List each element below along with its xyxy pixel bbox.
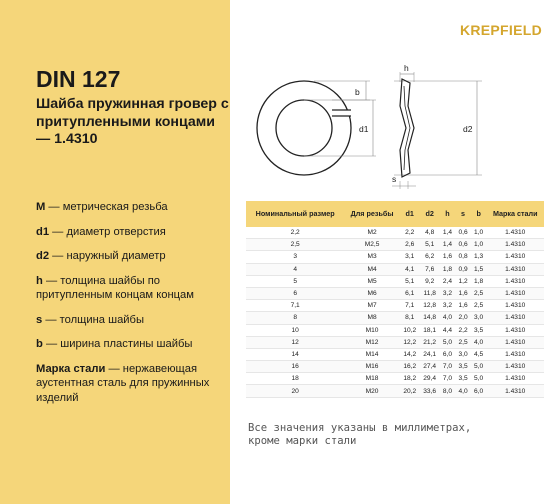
table-cell: 3,5 — [455, 361, 471, 373]
table-cell: 0,8 — [455, 251, 471, 263]
table-cell: 2,5 — [471, 300, 487, 312]
table-cell: 20 — [246, 385, 344, 397]
table-cell: 12,8 — [420, 300, 440, 312]
table-cell: 1.4310 — [486, 239, 544, 251]
table-cell: 1.4310 — [486, 312, 544, 324]
table-cell: 1.4310 — [486, 324, 544, 336]
legend-item — [36, 362, 226, 406]
table-cell: 5 — [246, 275, 344, 287]
table-cell: 1,4 — [440, 227, 456, 239]
table-cell: 2,5 — [246, 239, 344, 251]
table-row — [246, 251, 544, 263]
legend-key: s — [36, 313, 43, 326]
left-panel — [0, 0, 230, 504]
legend-key: b — [36, 338, 43, 350]
table-cell: 3,1 — [400, 251, 420, 263]
table-row — [246, 287, 544, 299]
label-s: s — [392, 174, 397, 184]
table-cell: 1,8 — [440, 263, 456, 275]
table-cell: 7,0 — [440, 361, 456, 373]
table-cell: 2,5 — [471, 287, 487, 299]
table-cell: 14,8 — [420, 312, 440, 324]
table-cell: 21,2 — [420, 336, 440, 348]
table-cell: 4,0 — [455, 385, 471, 397]
table-cell: M16 — [344, 361, 399, 373]
table-cell: 16,2 — [400, 361, 420, 373]
table-cell: 8 — [246, 312, 344, 324]
table-cell: 5,1 — [420, 239, 440, 251]
table-cell: 5,0 — [471, 373, 487, 385]
table-cell: 1,8 — [471, 275, 487, 287]
washer-diagram — [242, 62, 552, 192]
table-cell: 11,8 — [420, 287, 440, 299]
table-cell: 1.4310 — [486, 287, 544, 299]
table-cell: 4,8 — [420, 227, 440, 239]
table-cell: 12,2 — [400, 336, 420, 348]
table-cell: M14 — [344, 348, 399, 360]
table-body — [246, 227, 544, 397]
table-cell: 1.4310 — [486, 373, 544, 385]
table-cell: 8,1 — [400, 312, 420, 324]
table-cell: 7,0 — [440, 373, 456, 385]
table-cell: 2,2 — [246, 227, 344, 239]
label-h: h — [404, 63, 409, 73]
table-row — [246, 239, 544, 251]
table-row — [246, 373, 544, 385]
table-cell: 20,2 — [400, 385, 420, 397]
table-cell: 2,6 — [400, 239, 420, 251]
table-cell: 12 — [246, 336, 344, 348]
table-cell: 3,2 — [440, 287, 456, 299]
table-cell: 2,2 — [455, 324, 471, 336]
table-header-cell: d1 — [400, 201, 420, 227]
table-cell: M4 — [344, 263, 399, 275]
legend-text: — метрическая резьба — [45, 201, 168, 213]
table-cell: 1.4310 — [486, 300, 544, 312]
brand-logo: KREPFIELD — [459, 22, 542, 38]
table-cell: 16 — [246, 361, 344, 373]
table-cell: M12 — [344, 336, 399, 348]
table-row — [246, 385, 544, 397]
label-d2: d2 — [463, 124, 473, 134]
table-cell: 1,3 — [471, 251, 487, 263]
table-cell: 4,4 — [440, 324, 456, 336]
table-cell: 3,2 — [440, 300, 456, 312]
table-cell: 3,0 — [471, 312, 487, 324]
legend — [36, 200, 226, 415]
legend-text: — ширина пластины шайбы — [42, 338, 193, 350]
table-cell: 7,6 — [420, 263, 440, 275]
legend-item — [36, 313, 226, 328]
table-cell: M20 — [344, 385, 399, 397]
table-cell: 1.4310 — [486, 263, 544, 275]
table-cell: 4,0 — [471, 336, 487, 348]
legend-key: d2 — [36, 250, 50, 262]
table-row — [246, 348, 544, 360]
table-cell: 1.4310 — [486, 385, 544, 397]
table-cell: 3,5 — [455, 373, 471, 385]
legend-text: — толщина шайбы по притупленным концам концам — [36, 274, 194, 301]
table-cell: 1,4 — [440, 239, 456, 251]
table-header-cell: Номинальный размер — [246, 201, 344, 227]
legend-text: — нержавеющая аустентная сталь для пружинных изделий — [36, 362, 210, 404]
table-cell: 0,9 — [455, 263, 471, 275]
table-cell: M8 — [344, 312, 399, 324]
table-cell: 3 — [246, 251, 344, 263]
table-cell: 14,2 — [400, 348, 420, 360]
table-cell: 1,6 — [440, 251, 456, 263]
table-cell: 5,0 — [440, 336, 456, 348]
table-cell: M2,5 — [344, 239, 399, 251]
table-header-cell: b — [471, 201, 487, 227]
legend-text: — толщина шайбы — [42, 313, 144, 326]
table-cell: 18,1 — [420, 324, 440, 336]
table-cell: M5 — [344, 275, 399, 287]
table-row — [246, 336, 544, 348]
table-row — [246, 324, 544, 336]
table-header-row — [246, 201, 544, 227]
table-cell: 1,5 — [471, 263, 487, 275]
label-b: b — [355, 87, 360, 97]
table-row — [246, 361, 544, 373]
table-row — [246, 300, 544, 312]
table-cell: 6,0 — [471, 385, 487, 397]
legend-key: h — [36, 274, 43, 287]
table-cell: 1.4310 — [486, 336, 544, 348]
table-cell: 5,0 — [471, 361, 487, 373]
table-cell: 27,4 — [420, 361, 440, 373]
table-cell: 2,2 — [400, 227, 420, 239]
page-subtitle: Шайба пружинная гровер с притупленными концами — 1.4310 — [36, 96, 229, 147]
table-cell: 1.4310 — [486, 348, 544, 360]
table-cell: M3 — [344, 251, 399, 263]
table-header-cell: d2 — [420, 201, 440, 227]
table-cell: M10 — [344, 324, 399, 336]
table-cell: 18,2 — [400, 373, 420, 385]
table-cell: 2,5 — [455, 336, 471, 348]
legend-item — [36, 249, 226, 264]
table-cell: 1.4310 — [486, 227, 544, 239]
table-header-cell: h — [440, 201, 456, 227]
table-header-cell: s — [455, 201, 471, 227]
right-panel — [230, 0, 560, 504]
table-cell: 18 — [246, 373, 344, 385]
table-cell: 6,0 — [440, 348, 456, 360]
table-cell: 0,6 — [455, 227, 471, 239]
table-cell: 1,6 — [455, 287, 471, 299]
table-cell: M18 — [344, 373, 399, 385]
table-cell: 10 — [246, 324, 344, 336]
table-cell: 4,1 — [400, 263, 420, 275]
table-cell: 6,2 — [420, 251, 440, 263]
table-cell: 8,0 — [440, 385, 456, 397]
table-cell: 1,2 — [455, 275, 471, 287]
table-row — [246, 312, 544, 324]
table-cell: 3,0 — [455, 348, 471, 360]
table-cell: 4,5 — [471, 348, 487, 360]
table-cell: 29,4 — [420, 373, 440, 385]
table-cell: 1.4310 — [486, 361, 544, 373]
washer-side-view — [392, 63, 482, 189]
table-header-cell: Марка стали — [486, 201, 544, 227]
table-cell: 2,4 — [440, 275, 456, 287]
table-cell: 6,1 — [400, 287, 420, 299]
table-cell: M7 — [344, 300, 399, 312]
legend-text: — диаметр отверстия — [49, 225, 166, 238]
legend-item — [36, 274, 226, 303]
table-cell: 3,5 — [471, 324, 487, 336]
table-cell: 7,1 — [400, 300, 420, 312]
table-row — [246, 275, 544, 287]
legend-key: M — [36, 201, 46, 213]
label-d1: d1 — [359, 124, 369, 134]
table-cell: 0,6 — [455, 239, 471, 251]
table-cell: 1,0 — [471, 227, 487, 239]
table-cell: 1,0 — [471, 239, 487, 251]
table-cell: 7,1 — [246, 300, 344, 312]
legend-item — [36, 337, 226, 352]
table-cell: 33,6 — [420, 385, 440, 397]
table-cell: 6 — [246, 287, 344, 299]
legend-text: — наружный диаметр — [49, 250, 166, 262]
table-cell: 1.4310 — [486, 275, 544, 287]
table-row — [246, 227, 544, 239]
table-cell: 4 — [246, 263, 344, 275]
table-cell: M6 — [344, 287, 399, 299]
table-cell: 1.4310 — [486, 251, 544, 263]
table-cell: 10,2 — [400, 324, 420, 336]
table-header-cell: Для резьбы — [344, 201, 399, 227]
table-cell: 14 — [246, 348, 344, 360]
table-cell: 5,1 — [400, 275, 420, 287]
table-cell: 4,0 — [440, 312, 456, 324]
table-cell: 1,6 — [455, 300, 471, 312]
table-cell: 9,2 — [420, 275, 440, 287]
table-cell: 2,0 — [455, 312, 471, 324]
legend-item — [36, 200, 226, 215]
legend-key: Марка стали — [36, 362, 106, 375]
table-cell: 24,1 — [420, 348, 440, 360]
spec-table — [246, 201, 544, 398]
washer-front-view — [257, 81, 376, 175]
page-title: DIN 127 — [36, 66, 121, 92]
legend-item — [36, 225, 226, 240]
table-cell: M2 — [344, 227, 399, 239]
units-note: Все значения указаны в миллиметрах, кроме марки стали — [248, 422, 472, 447]
table-row — [246, 263, 544, 275]
legend-key: d1 — [36, 225, 50, 238]
